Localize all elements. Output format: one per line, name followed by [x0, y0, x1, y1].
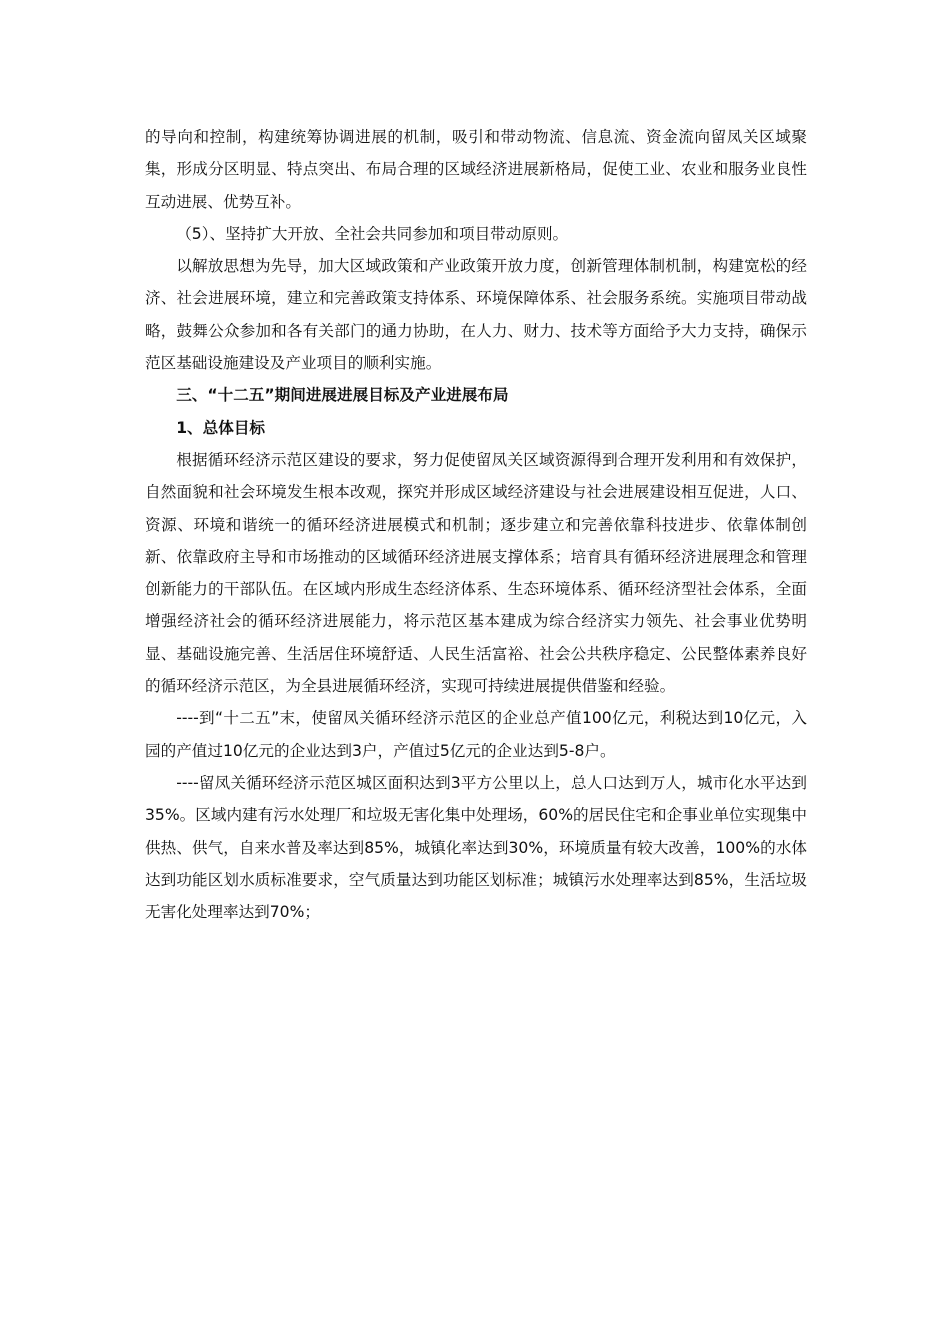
- subsection-heading-overall-goal: 1、总体目标: [176, 418, 266, 437]
- paragraph-target-urban: ----留凤关循环经济示范区城区面积达到3平方公里以上，总人口达到万人，城市化水平达到35%。区域内建有污水处理厂和垃圾无害化集中处理场，60%的居民住宅和企事业单位实现集中供热、供气，自来水普及率达到85%，城镇化率达到30%，环境质量有较大改善，100%的水体达到功能区划水质标准要求，空气质量达到功能区划标准；城镇污水处理率达到85%，生活垃圾无害化处理率达到70%；: [145, 773, 807, 922]
- paragraph-target-output: ----到“十二五”末，使留凤关循环经济示范区的企业总产值100亿元，利税达到10亿元，入园的产值过10亿元的企业达到3户，产值过5亿元的企业达到5-8户。: [145, 709, 807, 760]
- document-body: [145, 121, 807, 928]
- paragraph-principle-5-body: 以解放思想为先导，加大区域政策和产业政策开放力度，创新管理体制机制，构建宽松的经济、社会进展环境，建立和完善政策支持体系、环境保障体系、社会服务系统。实施项目带动战略，鼓舞公众参加和各有关部门的通力协助，在人力、财力、技术等方面给予大力支持，确保示范区基础设施建设及产业项目的顺利实施。: [145, 257, 807, 373]
- section-heading-3: 三、“十二五”期间进展进展目标及产业进展布局: [176, 386, 509, 405]
- paragraph-principle-5: （5）、坚持扩大开放、全社会共同参加和项目带动原则。: [176, 224, 569, 243]
- paragraph-overall-goal: 根据循环经济示范区建设的要求，努力促使留凤关区域资源得到合理开发利用和有效保护，自然面貌和社会环境发生根本改观，探究并形成区域经济建设与社会进展建设相互促进，人口、资源、环境和谐统一的循环经济进展模式和机制；逐步建立和完善依靠科技进步、依靠体制创新、依靠政府主导和市场推动的区域循环经济进展支撑体系；培育具有循环经济进展理念和管理创新能力的干部队伍。在区域内形成生态经济体系、生态环境体系、循环经济型社会体系，全面增强经济社会的循环经济进展能力，将示范区基本建成为综合经济实力领先、社会事业优势明显、基础设施完善、生活居住环境舒适、人民生活富裕、社会公共秩序稳定、公民整体素养良好的循环经济示范区，为全县进展循环经济，实现可持续进展提供借鉴和经验。: [145, 450, 807, 696]
- paragraph-1: 的导向和控制，构建统筹协调进展的机制，吸引和带动物流、信息流、资金流向留凤关区域聚集，形成分区明显、特点突出、布局合理的区域经济进展新格局，促使工业、农业和服务业良性互动进展、优势互补。: [145, 128, 807, 211]
